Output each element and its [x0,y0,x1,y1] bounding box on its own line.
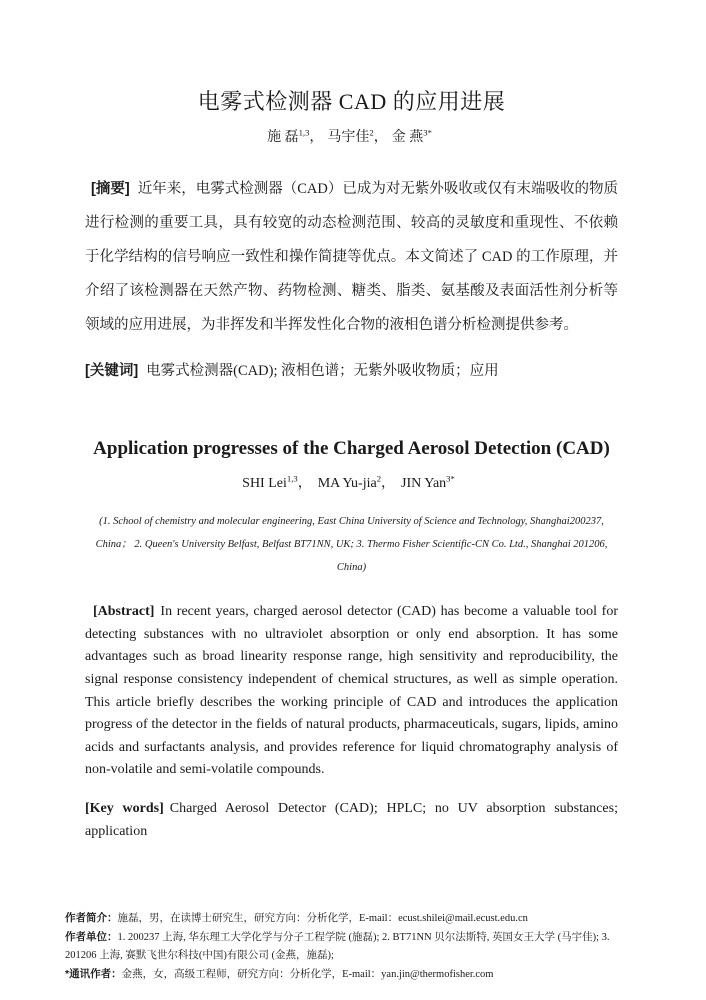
author-cn-2-superscript: 2 [369,126,374,137]
author-en-3: JIN Yan$^{3*}$ [401,473,455,492]
footnote-author-bio-label: 作者简介： [65,912,118,925]
abstract-english-text: In recent years, charged aerosol detector (CAD) has become a valuable tool for detecting substances with no ultraviolet absorption or only end absorption. It has some advantages such as broad linearity response range, high sensitivity and reproducibility, the signal response consistency independent of chemical structures, as well as simple operation. This article briefly describes the working principle of CAD and introduces the application progress of the detector in the fields of natural products, pharmaceuticals, sugars, lipids, amino acids and surfactants analysis, and provides reference for liquid chromatography analysis of non-volatile and semi-volatile compounds. [85,604,618,778]
keywords-english-text: Charged Aerosol Detector (CAD); HPLC; no UV absorption substances; application [85,801,618,839]
author-en-2: MA Yu-jia$^2$， [317,473,396,492]
author-en-2-superscript: 2 [376,473,382,484]
abstract-chinese-text: 近年来，电雾式检测器（CAD）已成为对无紫外吸收或仅有末端吸收的物质进行检测的重要工具，具有较宽的动态检测范围、较高的灵敏度和重现性、不依赖于化学结构的信号响应一致性和操作简捷等优点。本文简述了 CAD 的工作原理，并介绍了该检测器在天然产物、药物检测、糖类、脂类、氨基酸及表面活性剂分析等领域的应用进展，为非挥发和半挥发性化合物的液相色谱分析检测提供参考。 [85,180,618,333]
paper-title-chinese: 电雾式检测器 CAD 的应用进展 [197,89,506,114]
footnote-author-affiliation-label: 作者单位： [65,931,118,944]
abstract-chinese [85,172,618,342]
author-cn-1: 施 磊$^{1,3}$， [267,126,324,145]
keywords-english-label: [Key words] [85,801,164,817]
abstract-english [85,601,618,782]
footnote-corresponding-author [65,965,640,984]
keywords-chinese-label: [关键词] [85,362,139,379]
footnote-author-bio-text: 施磊，男，在读博士研究生，研究方向：分析化学，E-mail：ecust.shilei@mail.ecust.edu.cn [117,913,528,925]
author-en-1-superscript: 1,3 [286,473,298,484]
abstract-english-label: [Abstract] [93,604,155,620]
author-cn-1-superscript: 1,3 [298,126,310,137]
footnote-author-bio [65,909,640,928]
affiliations: (1. School of chemistry and molecular engineering, East China University of Science and Technology, Shanghai200237, China； 2. Queen's University Belfast, Belfast BT71NN, UK; 3. Thermo Fisher Scientific-CN Co. Ltd., Shanghai 201206, China) [95,516,608,574]
keywords-english [85,798,618,843]
author-en-1: SHI Lei$^{1,3}$， [242,473,312,492]
footnote-author-affiliation-text: 1. 200237 上海, 华东理工大学化学与分子工程学院 (施磊); 2. BT71NN 贝尔法斯特, 英国女王大学 (马宇佳); 3. 201206 上海, 赛默飞世尔科技(中国)有限公司 (金燕，施磊); [65,932,610,962]
keywords-chinese [85,356,618,386]
author-cn-2: 马宇佳$^2$， [327,126,388,145]
authors-chinese [85,126,618,146]
author-cn-3-superscript: 3* [423,126,432,137]
footnote-corresponding-author-text: 金燕，女，高级工程师，研究方向：分析化学，E-mail：yan.jin@thermofisher.com [121,969,494,981]
keywords-chinese-text: 电雾式检测器(CAD); 液相色谱；无紫外吸收物质；应用 [146,362,499,379]
author-en-3-superscript: 3* [446,473,455,484]
abstract-chinese-label: [摘要] [91,180,130,197]
author-cn-3: 金 燕$^{3*}$ [391,126,432,145]
paper-title-english: Application progresses of the Charged Aerosol Detection (CAD) [93,437,610,459]
footnote-corresponding-author-label: *通讯作者： [65,968,122,981]
document-body [65,88,618,984]
footnote-author-affiliation [65,928,640,965]
authors-english [85,472,618,492]
footnotes [65,909,640,984]
